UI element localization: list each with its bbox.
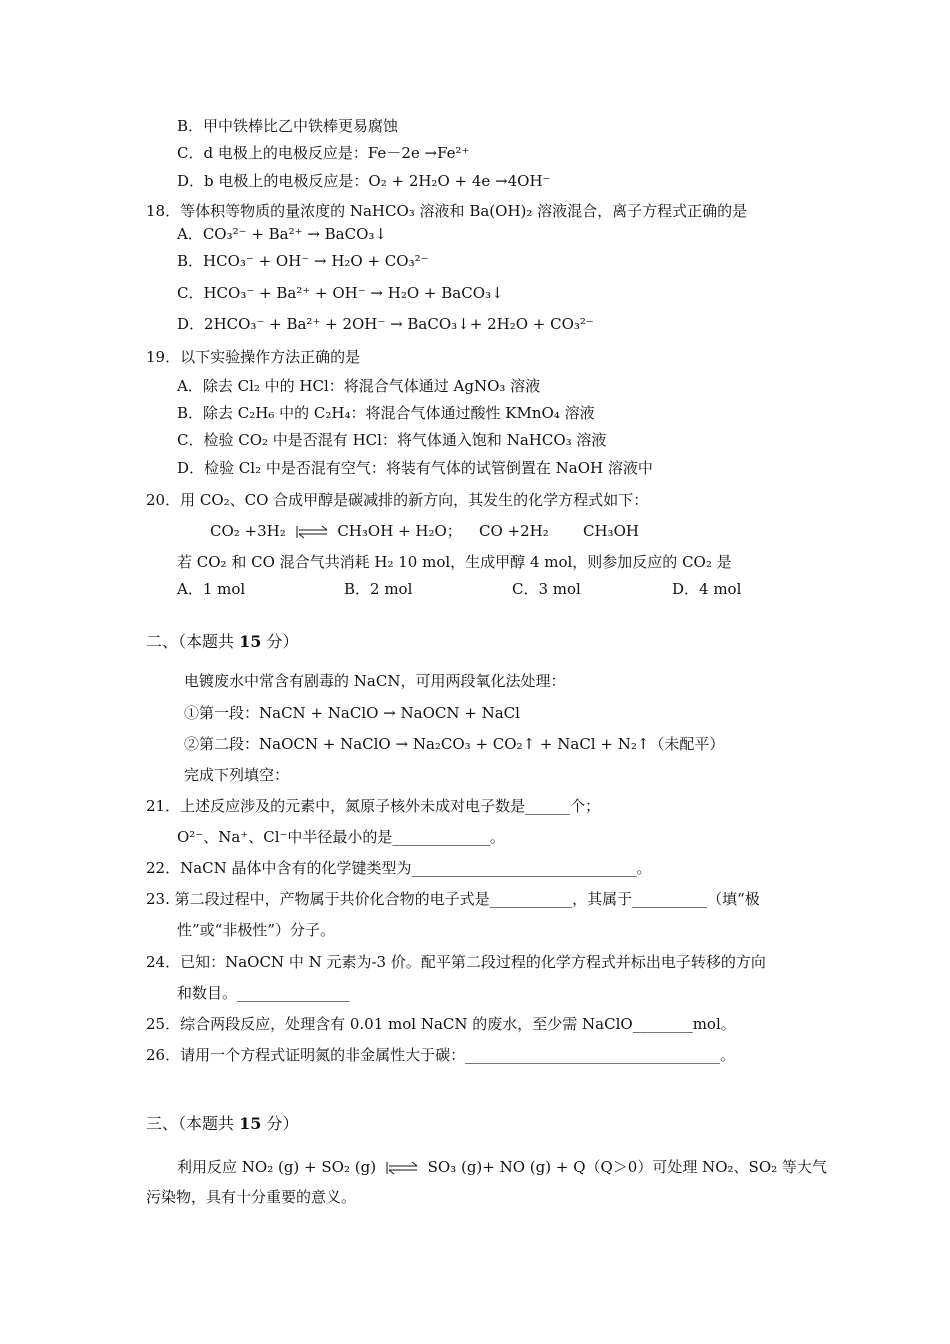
section-2-step-2: ②第二段：NaOCN + NaClO → Na₂CO₃ + CO₂↑ + NaCl + N₂↑（未配平） (184, 735, 725, 753)
q20-option-c: C．3 mol (512, 580, 581, 598)
q19-option-d: D．检验 Cl₂ 中是否混有空气：将装有气体的试管倒置在 NaOH 溶液中 (177, 459, 653, 477)
q20-equation-1 (210, 521, 462, 541)
q20-option-b: B．2 mol (344, 580, 413, 598)
q23-line-1: 23. 第二段过程中，产物属于共价化合物的电子式是___________，其属于__________（填“极 (146, 890, 760, 908)
q21-part-2: O²⁻、Na⁺、Cl⁻中半径最小的是_____________。 (177, 828, 505, 846)
q17-option-b: B．甲中铁棒比乙中铁棒更易腐蚀 (177, 117, 399, 135)
section-2-fill-instruction: 完成下列填空： (184, 766, 290, 784)
section-3-paragraph-line-1 (177, 1157, 827, 1177)
q20-eq2-right: CH₃OH (583, 522, 639, 540)
q18-stem: 18．等体积等物质的量浓度的 NaHCO₃ 溶液和 Ba(OH)₂ 溶液混合，离子方程式正确的是 (146, 202, 748, 220)
equilibrium-arrow-icon (295, 525, 329, 539)
q25: 25．综合两段反应，处理含有 0.01 mol NaCN 的废水，至少需 NaClO________mol。 (146, 1015, 736, 1033)
q24-line-1: 24．已知：NaOCN 中 N 元素为-3 价。配平第二段过程的化学方程式并标出电子转移的方向 (146, 953, 766, 971)
section-2-score: 15 (239, 632, 262, 651)
q17-option-c: C．d 电极上的电极反应是：Fe－2e →Fe²⁺ (177, 144, 470, 162)
q20-eq1-right: CH₃OH + H₂O； (337, 522, 462, 540)
q21-part-1: 21．上述反应涉及的元素中，氮原子核外未成对电子数是______个； (146, 797, 601, 815)
q18-option-d: D．2HCO₃⁻ + Ba²⁺ + 2OH⁻ → BaCO₃↓+ 2H₂O + CO₃²⁻ (177, 315, 594, 333)
section-3-score: 15 (239, 1114, 262, 1133)
section-3-reaction-left: 利用反应 NO₂ (g) + SO₂ (g) (177, 1158, 377, 1176)
q18-option-c: C．HCO₃⁻ + Ba²⁺ + OH⁻ → H₂O + BaCO₃↓ (177, 284, 504, 302)
q19-option-a: A．除去 Cl₂ 中的 HCl：将混合气体通过 AgNO₃ 溶液 (177, 377, 541, 395)
q17-option-d: D．b 电极上的电极反应是：O₂ + 2H₂O + 4e →4OH⁻ (177, 172, 551, 190)
q19-stem: 19．以下实验操作方法正确的是 (146, 348, 361, 366)
q19-option-b: B．除去 C₂H₆ 中的 C₂H₄：将混合气体通过酸性 KMnO₄ 溶液 (177, 404, 595, 422)
section-3-paragraph-line-2: 污染物，具有十分重要的意义。 (146, 1188, 357, 1206)
q20-option-d: D．4 mol (672, 580, 742, 598)
q23-line-2: 性”或“非极性”）分子。 (177, 921, 336, 939)
section-3-reaction-right: SO₃ (g)+ NO (g) + Q（Q＞0）可处理 NO₂、SO₂ 等大气 (427, 1158, 827, 1176)
q20-stem: 20．用 CO₂、CO 合成甲醇是碳减排的新方向，其发生的化学方程式如下： (146, 491, 649, 509)
q26: 26．请用一个方程式证明氮的非金属性大于碳：__________________________________。 (146, 1046, 736, 1064)
equilibrium-arrow-icon (385, 1161, 419, 1175)
section-2-step-1: ①第一段：NaCN + NaClO → NaOCN + NaCl (184, 704, 520, 722)
section-2-title (146, 632, 298, 652)
q18-option-a: A．CO₃²⁻ + Ba²⁺ → BaCO₃↓ (177, 225, 387, 243)
section-2-title-suffix: 分） (261, 632, 299, 651)
q20-eq2-left: CO +2H₂ (479, 522, 549, 540)
section-2-title-prefix: 二、（本题共 (146, 632, 240, 651)
section-3-title-suffix: 分） (261, 1114, 299, 1133)
q19-option-c: C．检验 CO₂ 中是否混有 HCl：将气体通入饱和 NaHCO₃ 溶液 (177, 431, 607, 449)
q18-option-b: B．HCO₃⁻ + OH⁻ → H₂O + CO₃²⁻ (177, 252, 429, 270)
q24-line-2: 和数目。_______________ (177, 984, 350, 1002)
q20-option-a: A．1 mol (177, 580, 246, 598)
q20-condition: 若 CO₂ 和 CO 混合气共消耗 H₂ 10 mol，生成甲醇 4 mol，则参加反应的 CO₂ 是 (177, 553, 732, 571)
section-2-intro: 电镀废水中常含有剧毒的 NaCN，可用两段氧化法处理： (184, 672, 566, 690)
section-3-title-prefix: 三、（本题共 (146, 1114, 240, 1133)
q20-eq1-left: CO₂ +3H₂ (210, 522, 286, 540)
q22: 22．NaCN 晶体中含有的化学键类型为______________________________。 (146, 859, 652, 877)
section-3-title (146, 1114, 298, 1134)
